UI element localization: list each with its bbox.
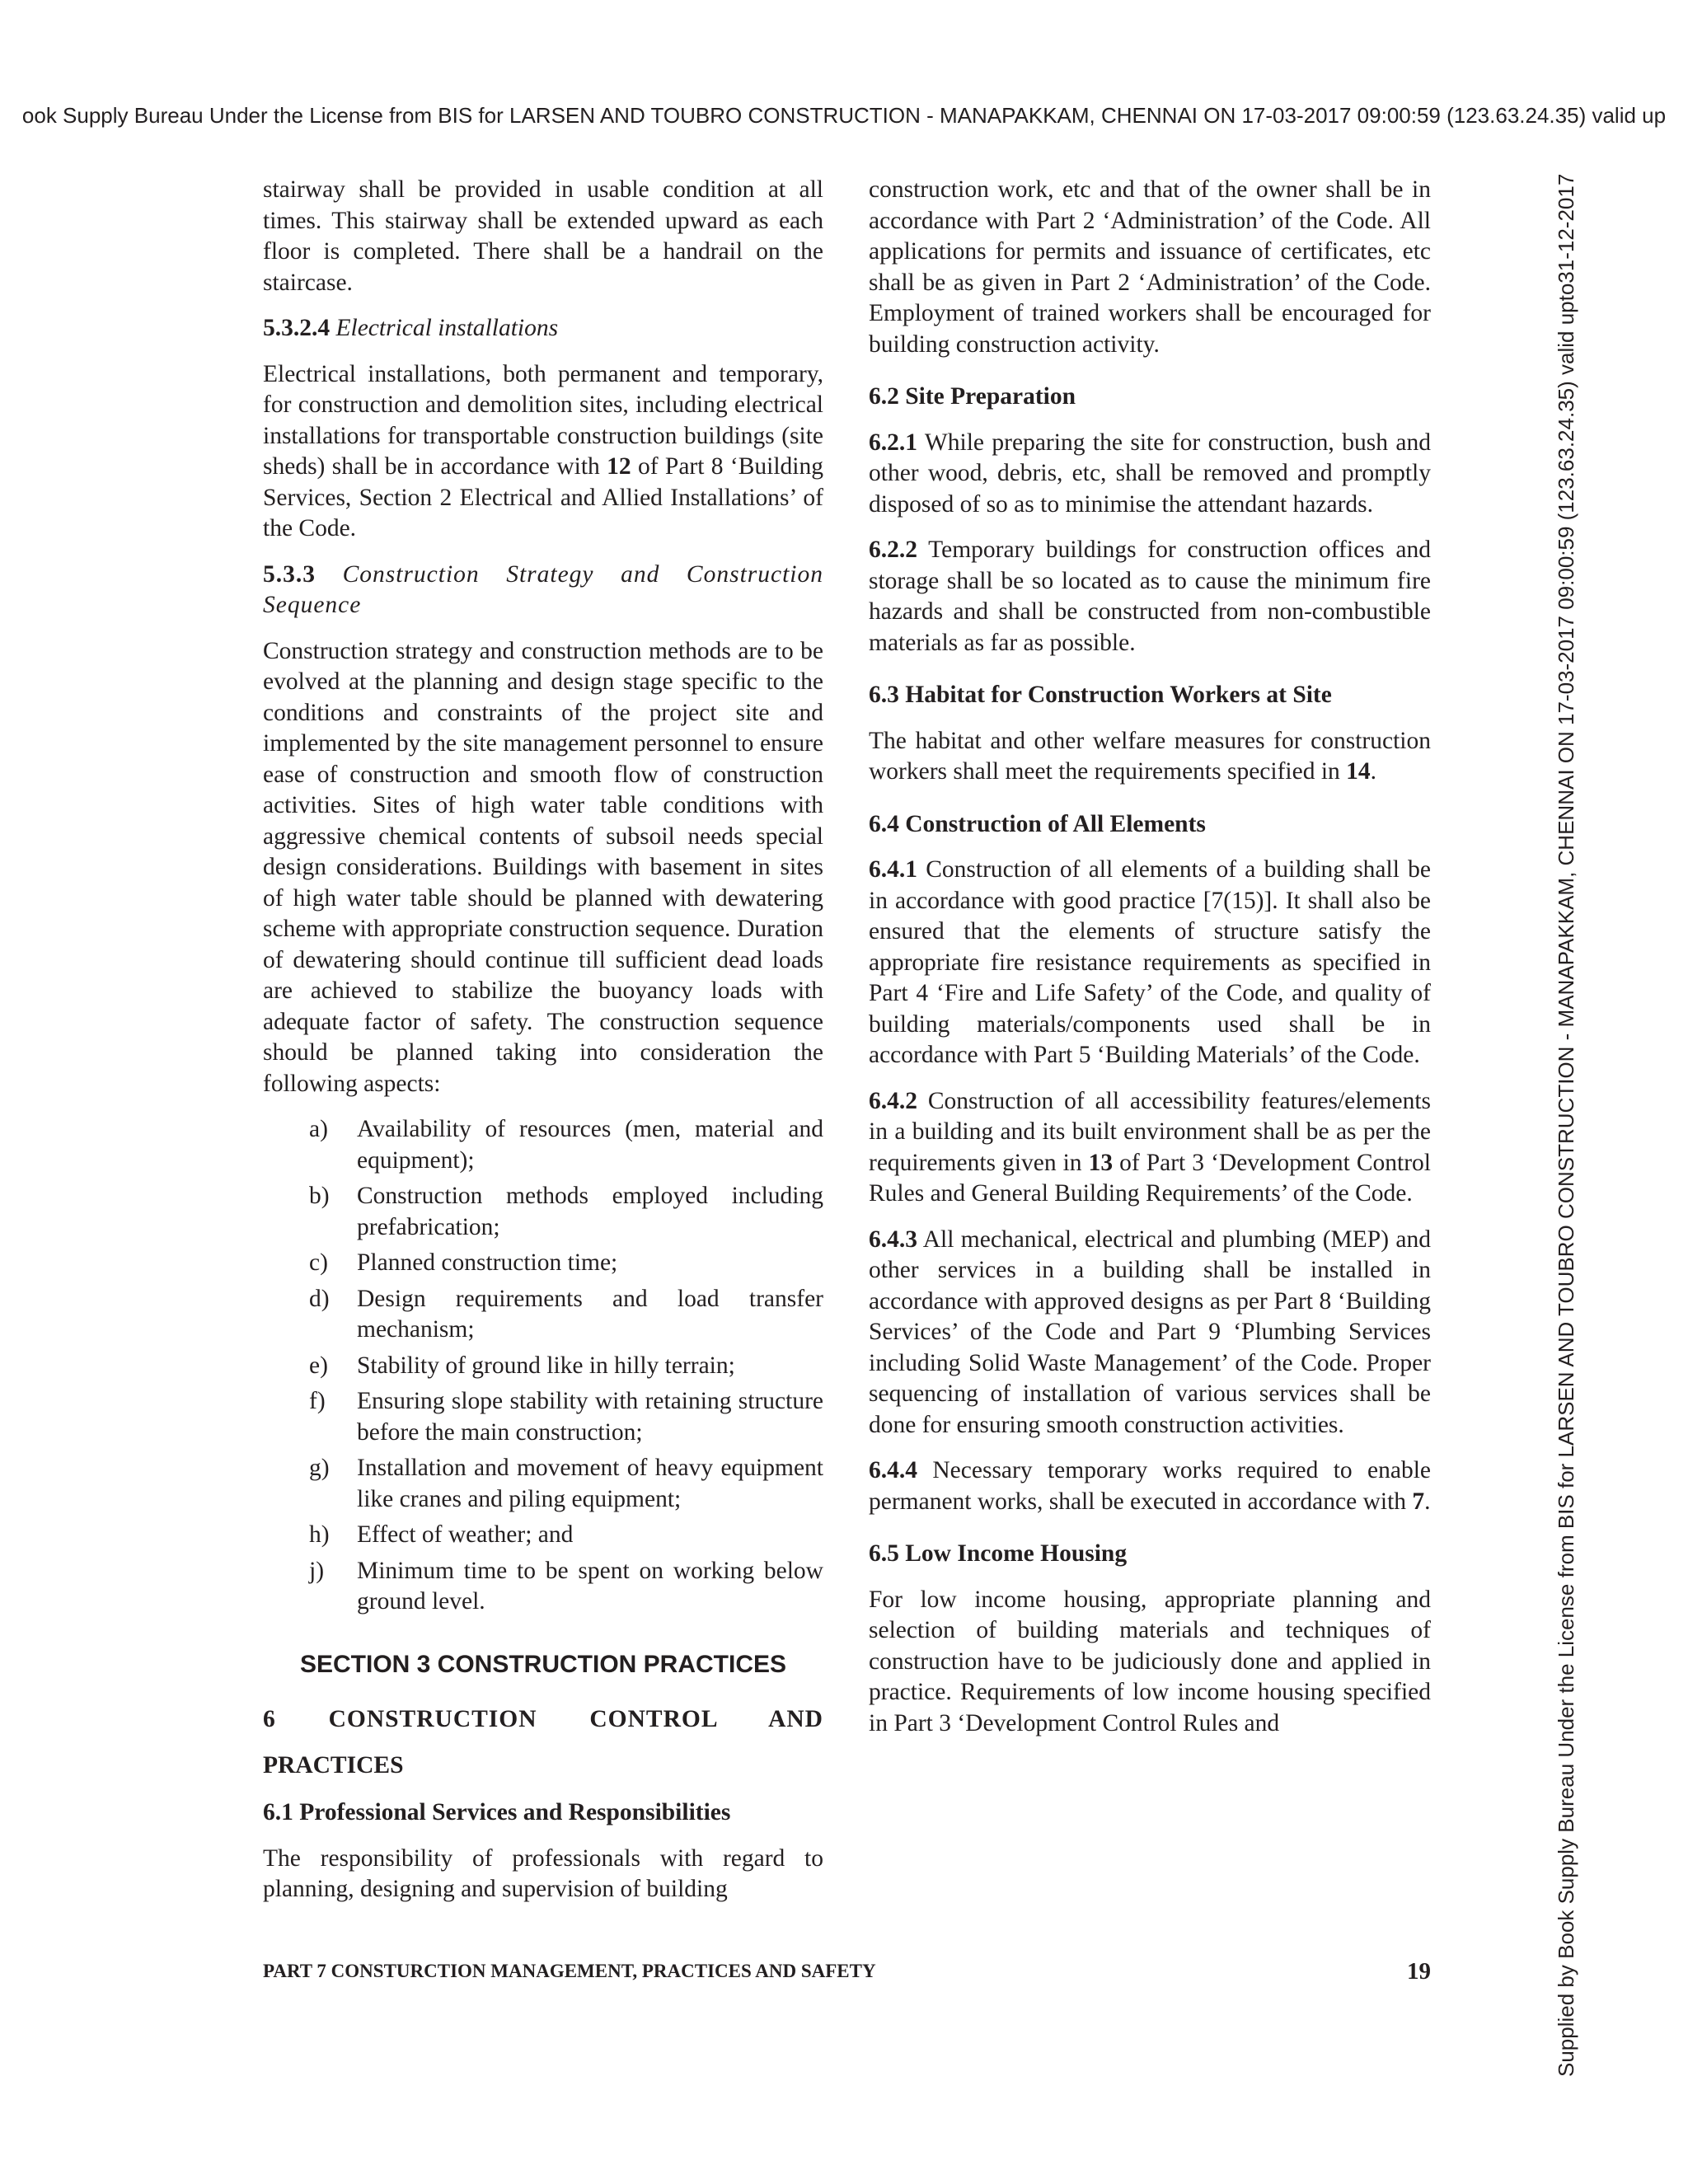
list-marker: b) — [309, 1183, 330, 1209]
list-marker: g) — [309, 1455, 330, 1481]
heading-6-1: 6.1 Professional Services and Responsibilities — [263, 1799, 731, 1825]
heading-6-line-1: 6 CONSTRUCTION CONTROL AND — [263, 1706, 823, 1732]
list-text: Availability of resources (men, material and equipment); — [357, 1116, 823, 1174]
list-item — [263, 1351, 823, 1382]
text-run: . — [1370, 758, 1377, 785]
clause-6-4-4 — [869, 1455, 1431, 1517]
list-marker: f) — [309, 1388, 326, 1414]
section-title: SECTION 3 CONSTRUCTION PRACTICES — [299, 1650, 787, 1678]
clause-reference: 7 — [1412, 1488, 1425, 1515]
clause-number: 6.4.3 — [869, 1226, 917, 1253]
clause-reference: 13 — [1088, 1149, 1114, 1176]
list-marker: d) — [309, 1285, 330, 1312]
list-marker: e) — [309, 1352, 328, 1379]
clause-6-4-2 — [869, 1086, 1431, 1210]
list-item — [263, 1114, 823, 1176]
list-item — [263, 1284, 823, 1346]
list-marker: j) — [309, 1557, 325, 1584]
continued-paragraph: construction work, etc and that of the owner shall be in accordance with Part 2 ‘Administration’ of the Code. All applications for permits and issuance of certificates, etc shall be as given in Part 2 ‘Administration’ of the Code. Employment of trained workers shall be encouraged for building construction activity. — [869, 176, 1431, 358]
list-text: Ensuring slope stability with retaining structure before the main construction; — [357, 1388, 823, 1446]
list-text: Effect of weather; and — [357, 1521, 574, 1548]
list-item — [263, 1556, 823, 1618]
clause-6-4-1 — [869, 855, 1431, 1071]
footer-title: PART 7 CONSTURCTION MANAGEMENT, PRACTICES AND SAFETY — [263, 1961, 876, 1981]
clause-6-2-1 — [869, 428, 1431, 521]
list-item — [263, 1181, 823, 1243]
clause-number: 6.4.2 — [869, 1087, 917, 1114]
license-watermark-top: ook Supply Bureau Under the License from BIS for LARSEN AND TOUBRO CONSTRUCTION - MANAPAKKAM, CHENNAI ON 17-03-2017 09:00:59 (123.63.24.35) valid up — [21, 103, 1667, 128]
responsibility-paragraph: The responsibility of professionals with regard to planning, designing and supervision of building — [263, 1844, 823, 1902]
clause-title: Electrical installations — [335, 315, 559, 341]
stairway-paragraph: stairway shall be provided in usable condition at all times. This stairway shall be extended upward as each floor is completed. There shall be a handrail on the staircase. — [263, 176, 823, 296]
clause-reference: 14 — [1346, 758, 1371, 785]
clause-number: 5.3.2.4 — [263, 315, 331, 341]
list-text: Construction methods employed including prefabrication; — [357, 1183, 823, 1240]
electrical-paragraph — [263, 359, 823, 545]
list-text: Planned construction time; — [357, 1249, 618, 1276]
text-run: Construction of all accessibility features/elements in a building and its built environment shall be as per the requirements given in — [869, 1087, 1431, 1176]
clause-text: While preparing the site for construction, bush and other wood, debris, etc, shall be removed and promptly disposed of so as to minimise the attendant hazards. — [869, 429, 1431, 518]
aspects-list — [263, 1114, 823, 1618]
clause-number: 6.2.1 — [869, 429, 917, 456]
text-run: Electrical installations, both permanent and temporary, for construction and demolition sites, including electrical installations for transportable construction buildings (site sheds) shall be in accordance with — [263, 360, 823, 480]
clause-number: 5.3.3 — [263, 560, 316, 588]
heading-5-3-3 — [263, 560, 823, 621]
text-run: of Part 3 ‘Development Control Rules and General Building Requirements’ of the Code. — [869, 1149, 1432, 1207]
clause-number: 6.4.4 — [869, 1457, 917, 1483]
left-column — [263, 175, 823, 1920]
list-marker: h) — [309, 1521, 330, 1548]
list-text: Minimum time to be spent on working below ground level. — [357, 1557, 823, 1615]
heading-6-5: 6.5 Low Income Housing — [869, 1540, 1128, 1567]
list-marker: a) — [309, 1116, 328, 1142]
heading-6-2: 6.2 Site Preparation — [869, 383, 1076, 410]
license-watermark-side: Supplied by Book Supply Bureau Under the License from BIS for LARSEN AND TOUBRO CONSTRUCTION - MANAPAKKAM, CHENNAI ON 17-03-2017 09:00:59 (123.63.24.35) valid upto31-12-2017 — [1554, 173, 1578, 2077]
list-item — [263, 1248, 823, 1279]
clause-text: Construction of all elements of a building shall be in accordance with good practice [7(15)]. It shall also be ensured that the elements of structure satisfy the appropriate fire resistance requirements as specified in Part 4 ‘Fire and Life Safety’ of the Code, and quality of building materials/components used shall be in accordance with Part 5 ‘Building Materials’ of the Code. — [869, 856, 1431, 1068]
right-column — [869, 175, 1431, 1754]
heading-6-3: 6.3 Habitat for Construction Workers at Site — [869, 682, 1332, 708]
heading-6-4: 6.4 Construction of All Elements — [869, 810, 1206, 837]
list-marker: c) — [309, 1249, 328, 1276]
list-item — [263, 1386, 823, 1448]
heading-6-line-2: PRACTICES — [263, 1751, 404, 1779]
habitat-paragraph — [869, 726, 1431, 788]
list-text: Installation and movement of heavy equipment like cranes and piling equipment; — [357, 1455, 823, 1512]
clause-number: 6.4.1 — [869, 856, 917, 883]
clause-number: 6.2.2 — [869, 537, 917, 563]
clause-reference: 12 — [607, 453, 631, 480]
text-run: . — [1424, 1488, 1431, 1515]
page-number: 19 — [1407, 1958, 1431, 1985]
low-income-paragraph: For low income housing, appropriate planning and selection of building materials and techniques of construction have to be judiciously done and applied in practice. Requirements of low income housing specified in Part 3 ‘Development Control Rules and — [869, 1586, 1431, 1736]
text-run: Necessary temporary works required to enable permanent works, shall be executed in accordance with — [869, 1457, 1431, 1515]
clause-6-2-2 — [869, 535, 1431, 658]
list-text: Design requirements and load transfer mechanism; — [357, 1285, 823, 1343]
clause-text: Temporary buildings for construction offices and storage shall be so located as to cause the minimum fire hazards and shall be constructed from non-combustible materials as far as possible. — [869, 537, 1431, 656]
text-run: of Part 8 ‘Building Services, Section 2 Electrical and Allied Installations’ of the Code. — [263, 453, 823, 541]
strategy-paragraph: Construction strategy and construction methods are to be evolved at the planning and design stage specific to the conditions and constraints of the project site and implemented by the site management personnel to ensure ease of construction and smooth flow of construction activities. Sites of high water table conditions with aggressive chemical contents of subsoil needs special design considerations. Buildings with basement in sites of high water table should be planned with dewatering scheme with appropriate construction sequence. Duration of dewatering should continue till sufficient dead loads are achieved to stabilize the buoyancy loads with adequate factor of safety. The construction sequence should be planned taking into consideration the following aspects: — [263, 637, 823, 1097]
page-footer — [263, 1955, 1431, 1988]
heading-5-3-2-4 — [263, 313, 823, 344]
clause-title: Construction Strategy and Construction Sequence — [263, 560, 823, 618]
clause-6-4-3 — [869, 1225, 1431, 1441]
list-text: Stability of ground like in hilly terrain; — [357, 1352, 735, 1379]
clause-text: All mechanical, electrical and plumbing (MEP) and other services in a building shall be installed in accordance with approved designs as per Part 8 ‘Building Services’ of the Code and Part 9 ‘Plumbing Services including Solid Waste Management’ of the Code. Proper sequencing of installation of various services shall be done for ensuring smooth construction activities. — [869, 1226, 1431, 1438]
list-item — [263, 1453, 823, 1515]
list-item — [263, 1520, 823, 1551]
text-run: The habitat and other welfare measures for construction workers shall meet the requirements specified in — [869, 727, 1431, 785]
